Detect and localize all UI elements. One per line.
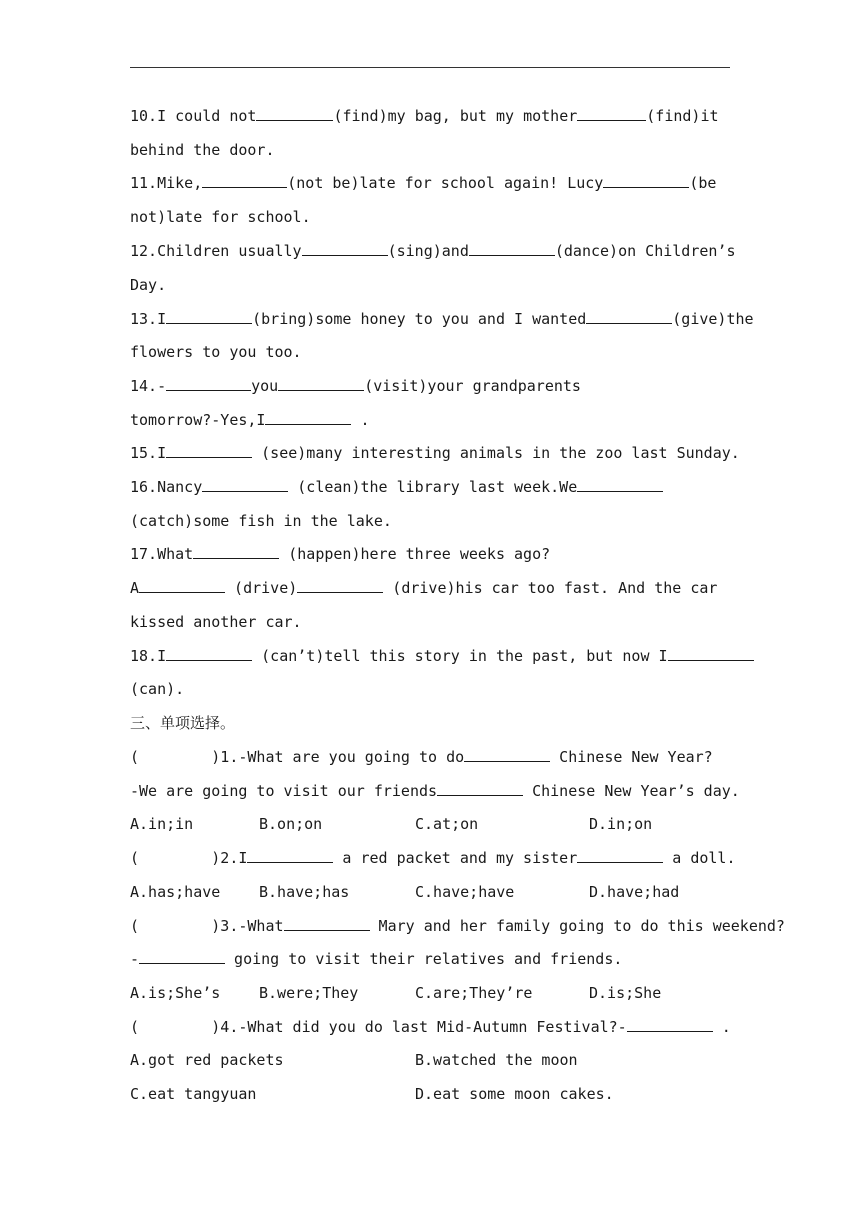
q16-blank-2[interactable] (577, 477, 663, 492)
m3-option-a[interactable]: A.is;She’s (130, 984, 221, 1002)
question-15-line-1 (130, 443, 740, 463)
question-14-line-1 (130, 376, 740, 396)
m1-option-d[interactable]: D.in;on (589, 815, 653, 833)
question-10-line-1 (130, 106, 740, 126)
m1-text-d: Chinese New Year’s day. (523, 782, 740, 800)
q15-text-a: 15.I (130, 444, 167, 462)
q15-text-b: (see)many interesting animals in the zoo last Sunday. (252, 444, 740, 462)
q15-blank-1[interactable] (166, 443, 252, 458)
q12-blank-1[interactable] (302, 241, 388, 256)
m1-option-c[interactable]: C.at;on (415, 815, 479, 833)
q10-text-c: (find)it (646, 107, 719, 125)
m3-text-a: ( )3.-What (130, 917, 284, 935)
q14-text-c: (visit)your grandparents (364, 377, 581, 395)
q14-blank-3[interactable] (265, 410, 351, 425)
q17-blank-2[interactable] (139, 578, 225, 593)
m4-option-a[interactable]: A.got red packets (130, 1051, 284, 1069)
m4-option-c[interactable]: C.eat tangyuan (130, 1085, 257, 1103)
m4-option-d[interactable]: D.eat some moon cakes. (415, 1085, 614, 1103)
question-17-line-3: kissed another car. (130, 613, 302, 631)
question-16-line-2: (catch)some fish in the lake. (130, 512, 392, 530)
q11-text-b: (not be)late for school again! Lucy (287, 174, 604, 192)
m3-text-c: - (130, 950, 140, 968)
q10-blank-2[interactable] (577, 106, 646, 121)
q17-text-b: (happen)here three weeks ago? (279, 545, 551, 563)
q11-text-a: 11.Mike, (130, 174, 203, 192)
m4-option-b[interactable]: B.watched the moon (415, 1051, 578, 1069)
mc-1-line-2 (130, 781, 740, 801)
q13-blank-2[interactable] (586, 309, 672, 324)
question-13-line-1 (130, 309, 754, 329)
m3-option-d[interactable]: D.is;She (589, 984, 662, 1002)
q13-text-b: (bring)some honey to you and I wanted (252, 310, 587, 328)
m4-text-b: . (712, 1018, 731, 1036)
q16-text-a: 16.Nancy (130, 478, 203, 496)
q17-blank-3[interactable] (297, 578, 383, 593)
q10-text-b: (find)my bag, but my mother (333, 107, 578, 125)
m3-blank-1[interactable] (284, 916, 370, 931)
q13-text-c: (give)the (672, 310, 754, 328)
q13-text-a: 13.I (130, 310, 167, 328)
question-17-line-1 (130, 544, 740, 564)
m2-blank-2[interactable] (577, 848, 663, 863)
m2-text-c: a doll. (663, 849, 736, 867)
q12-text-a: 12.Children usually (130, 242, 302, 260)
m3-blank-2[interactable] (139, 949, 225, 964)
mc-1-line-1 (130, 747, 740, 767)
m2-option-a[interactable]: A.has;have (130, 883, 221, 901)
m3-text-d: going to visit their relatives and friends. (225, 950, 623, 968)
q18-text-a: 18.I (130, 647, 167, 665)
m4-text-a: ( )4.-What did you do last Mid-Autumn Festival?- (130, 1018, 627, 1036)
m3-option-c[interactable]: C.are;They’re (415, 984, 533, 1002)
m1-text-a: ( )1.-What are you going to do (130, 748, 465, 766)
question-14-line-2 (130, 410, 740, 430)
m1-blank-1[interactable] (464, 747, 550, 762)
q17-text-e: (drive)his car too fast. And the car (383, 579, 718, 597)
question-12-line-1 (130, 241, 740, 261)
m2-option-b[interactable]: B.have;has (259, 883, 350, 901)
m1-text-c: -We are going to visit our friends (130, 782, 438, 800)
m1-blank-2[interactable] (437, 781, 523, 796)
m3-text-b: Mary and her family going to do this weekend? (369, 917, 785, 935)
q13-blank-1[interactable] (166, 309, 252, 324)
q17-text-c: A (130, 579, 140, 597)
mc-2-line-1 (130, 848, 740, 868)
m2-text-a: ( )2.I (130, 849, 248, 867)
question-16-line-1 (130, 477, 740, 497)
m3-option-b[interactable]: B.were;They (259, 984, 359, 1002)
question-11-line-2: not)late for school. (130, 208, 311, 226)
question-13-line-2: flowers to you too. (130, 343, 302, 361)
question-18-line-1 (130, 646, 740, 666)
q14-text-b: you (251, 377, 279, 395)
question-17-line-2 (130, 578, 740, 598)
q12-text-b: (sing)and (387, 242, 469, 260)
section-title: 三、单项选择。 (130, 714, 236, 732)
m2-text-b: a red packet and my sister (333, 849, 578, 867)
q17-text-a: 17.What (130, 545, 194, 563)
question-11-line-1 (130, 173, 740, 193)
q14-blank-2[interactable] (278, 376, 364, 391)
m2-option-d[interactable]: D.have;had (589, 883, 680, 901)
question-12-line-2: Day. (130, 276, 167, 294)
mc-4-line-1 (130, 1017, 740, 1037)
q16-blank-1[interactable] (202, 477, 288, 492)
question-10-line-2: behind the door. (130, 141, 275, 159)
q10-text-a: 10.I could not (130, 107, 257, 125)
q17-text-d: (drive) (225, 579, 298, 597)
q11-blank-2[interactable] (603, 173, 689, 188)
q18-blank-1[interactable] (166, 646, 252, 661)
q14-text-d: tomorrow?-Yes,I (130, 411, 266, 429)
q14-text-e: . (351, 411, 370, 429)
q18-blank-2[interactable] (668, 646, 754, 661)
q12-text-c: (dance)on Children’s (554, 242, 736, 260)
m1-option-b[interactable]: B.on;on (259, 815, 323, 833)
header-rule (130, 67, 730, 68)
q14-blank-1[interactable] (166, 376, 251, 391)
q17-blank-1[interactable] (193, 544, 279, 559)
q14-text-a: 14.- (130, 377, 167, 395)
q11-blank-1[interactable] (202, 173, 287, 188)
m1-option-a[interactable]: A.in;in (130, 815, 194, 833)
m2-option-c[interactable]: C.have;have (415, 883, 515, 901)
q11-text-c: (be (689, 174, 717, 192)
q10-blank-1[interactable] (256, 106, 333, 121)
m2-blank-1[interactable] (247, 848, 333, 863)
q16-text-b: (clean)the library last week.We (288, 478, 578, 496)
q18-text-b: (can’t)tell this story in the past, but now I (252, 647, 668, 665)
m1-text-b: Chinese New Year? (550, 748, 713, 766)
mc-3-line-2 (130, 949, 740, 969)
q12-blank-2[interactable] (469, 241, 555, 256)
mc-3-line-1 (130, 916, 785, 936)
m4-blank-1[interactable] (627, 1017, 713, 1032)
question-18-line-2: (can). (130, 680, 185, 698)
